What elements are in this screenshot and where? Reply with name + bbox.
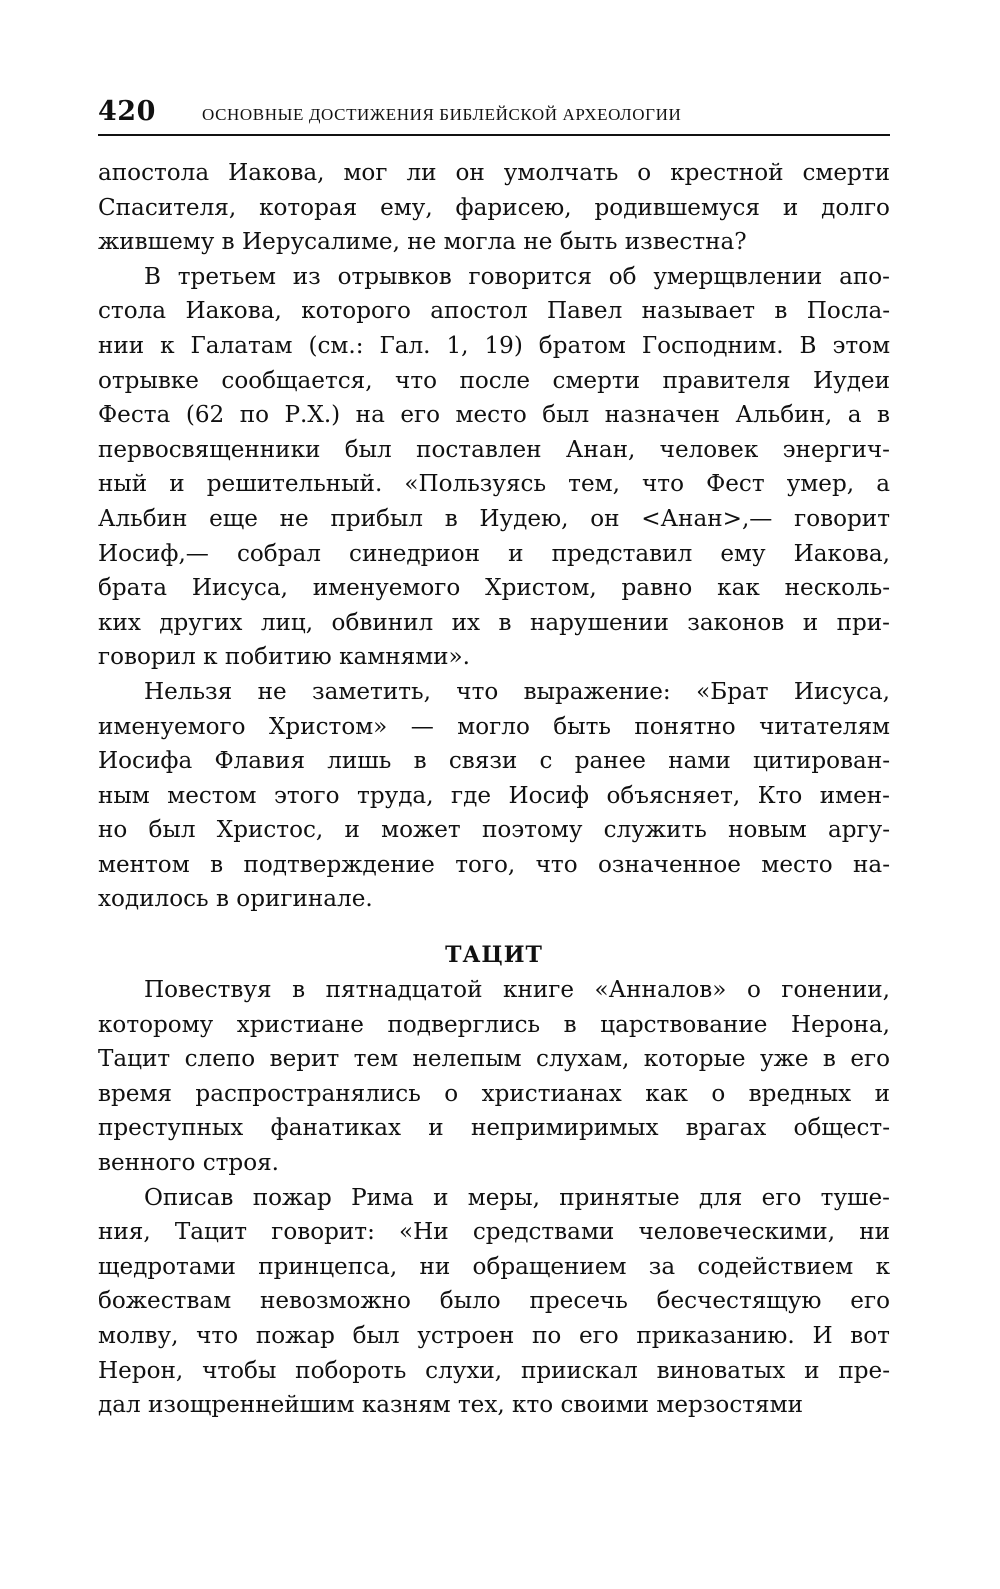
- text-line: но был Христос, и может поэтому служить новым аргу-: [98, 817, 891, 844]
- body-text: [98, 156, 890, 1423]
- text-line: Повествуя в пятнадцатой книге «Анналов» о гонении,: [144, 977, 890, 1004]
- text-line: щедротами принцепса, ни обращением за содействием к: [98, 1253, 890, 1280]
- text-line: божествам невозможно было пресечь бесчестящую его: [98, 1288, 890, 1315]
- text-line: венного строя.: [98, 1150, 280, 1177]
- text-line: молву, что пожар был устроен по его приказанию. И вот: [98, 1323, 890, 1349]
- running-head-title: ОСНОВНЫЕ ДОСТИЖЕНИЯ БИБЛЕЙСКОЙ АРХЕОЛОГИИ: [202, 105, 682, 124]
- text-line: именуемого Христом» — могло быть понятно читателям: [98, 713, 891, 740]
- running-head: [98, 96, 890, 136]
- text-line: дал изощреннейшим казням тех, кто своими мерзостями: [98, 1392, 803, 1419]
- text-line: ких других лиц, обвинил их в нарушении законов и при-: [98, 609, 890, 636]
- paragraph-2: [98, 260, 890, 675]
- page-number: 420: [98, 96, 156, 127]
- text-line: которому христиане подверглись в царствование Нерона,: [98, 1011, 891, 1038]
- text-line: брата Иисуса, именуемого Христом, равно как несколь-: [98, 575, 891, 602]
- text-line: ния, Тацит говорит: «Ни средствами человеческими, ни: [98, 1219, 890, 1246]
- text-line: Феста (62 по Р.Х.) на его место был назначен Альбин, а в: [98, 402, 890, 429]
- text-line: Описав пожар Рима и меры, принятые для его туше-: [144, 1184, 890, 1211]
- text-line: ментом в подтверждение того, что означенное место на-: [98, 851, 890, 878]
- text-line: Нерон, чтобы побороть слухи, приискал виноватых и пре-: [98, 1357, 891, 1384]
- text-line: стола Иакова, которого апостол Павел называет в Посла-: [98, 298, 891, 325]
- text-line: Альбин еще не прибыл в Иудею, он <Анан>,— говорит: [98, 505, 890, 532]
- text-line: апостола Иакова, мог ли он умолчать о крестной смерти: [98, 160, 891, 186]
- book-page: [98, 96, 890, 1423]
- text-line: Нельзя не заметить, что выражение: «Брат Иисуса,: [144, 678, 891, 705]
- section-heading: ТАЦИТ: [445, 942, 543, 969]
- text-line: Тацит слепо верит тем нелепым слухам, которые уже в его: [98, 1046, 891, 1073]
- text-line: ным местом этого труда, где Иосиф объясняет, Кто имен-: [98, 782, 890, 809]
- text-line: ходилось в оригинале.: [98, 886, 373, 913]
- text-line: первосвященники был поставлен Анан, человек энергич-: [98, 436, 890, 463]
- paragraph-3: [98, 675, 890, 917]
- text-line: жившему в Иерусалиме, не могла не быть известна?: [98, 229, 747, 256]
- text-line: говорил к побитию камнями».: [98, 644, 471, 671]
- text-line: преступных фанатиках и непримиримых врагах общест-: [98, 1115, 890, 1142]
- paragraph-5: [98, 1181, 890, 1423]
- text-line: нии к Галатам (см.: Гал. 1, 19) братом Господним. В этом: [98, 332, 891, 359]
- text-line: отрывке сообщается, что после смерти правителя Иудеи: [98, 367, 890, 394]
- text-line: Иосифа Флавия лишь в связи с ранее нами цитирован-: [98, 748, 891, 775]
- text-line: В третьем из отрывков говорится об умерщвлении апо-: [144, 263, 890, 290]
- text-line: Спасителя, которая ему, фарисею, родившемуся и долго: [98, 194, 890, 221]
- text-line: время распространялись о христианах как о вредных и: [98, 1080, 890, 1107]
- paragraph-4: [98, 973, 890, 1181]
- text-line: ный и решительный. «Пользуясь тем, что Фест умер, а: [98, 471, 890, 498]
- paragraph-1: [98, 156, 890, 260]
- text-line: Иосиф,— собрал синедрион и представил ему Иакова,: [98, 540, 890, 567]
